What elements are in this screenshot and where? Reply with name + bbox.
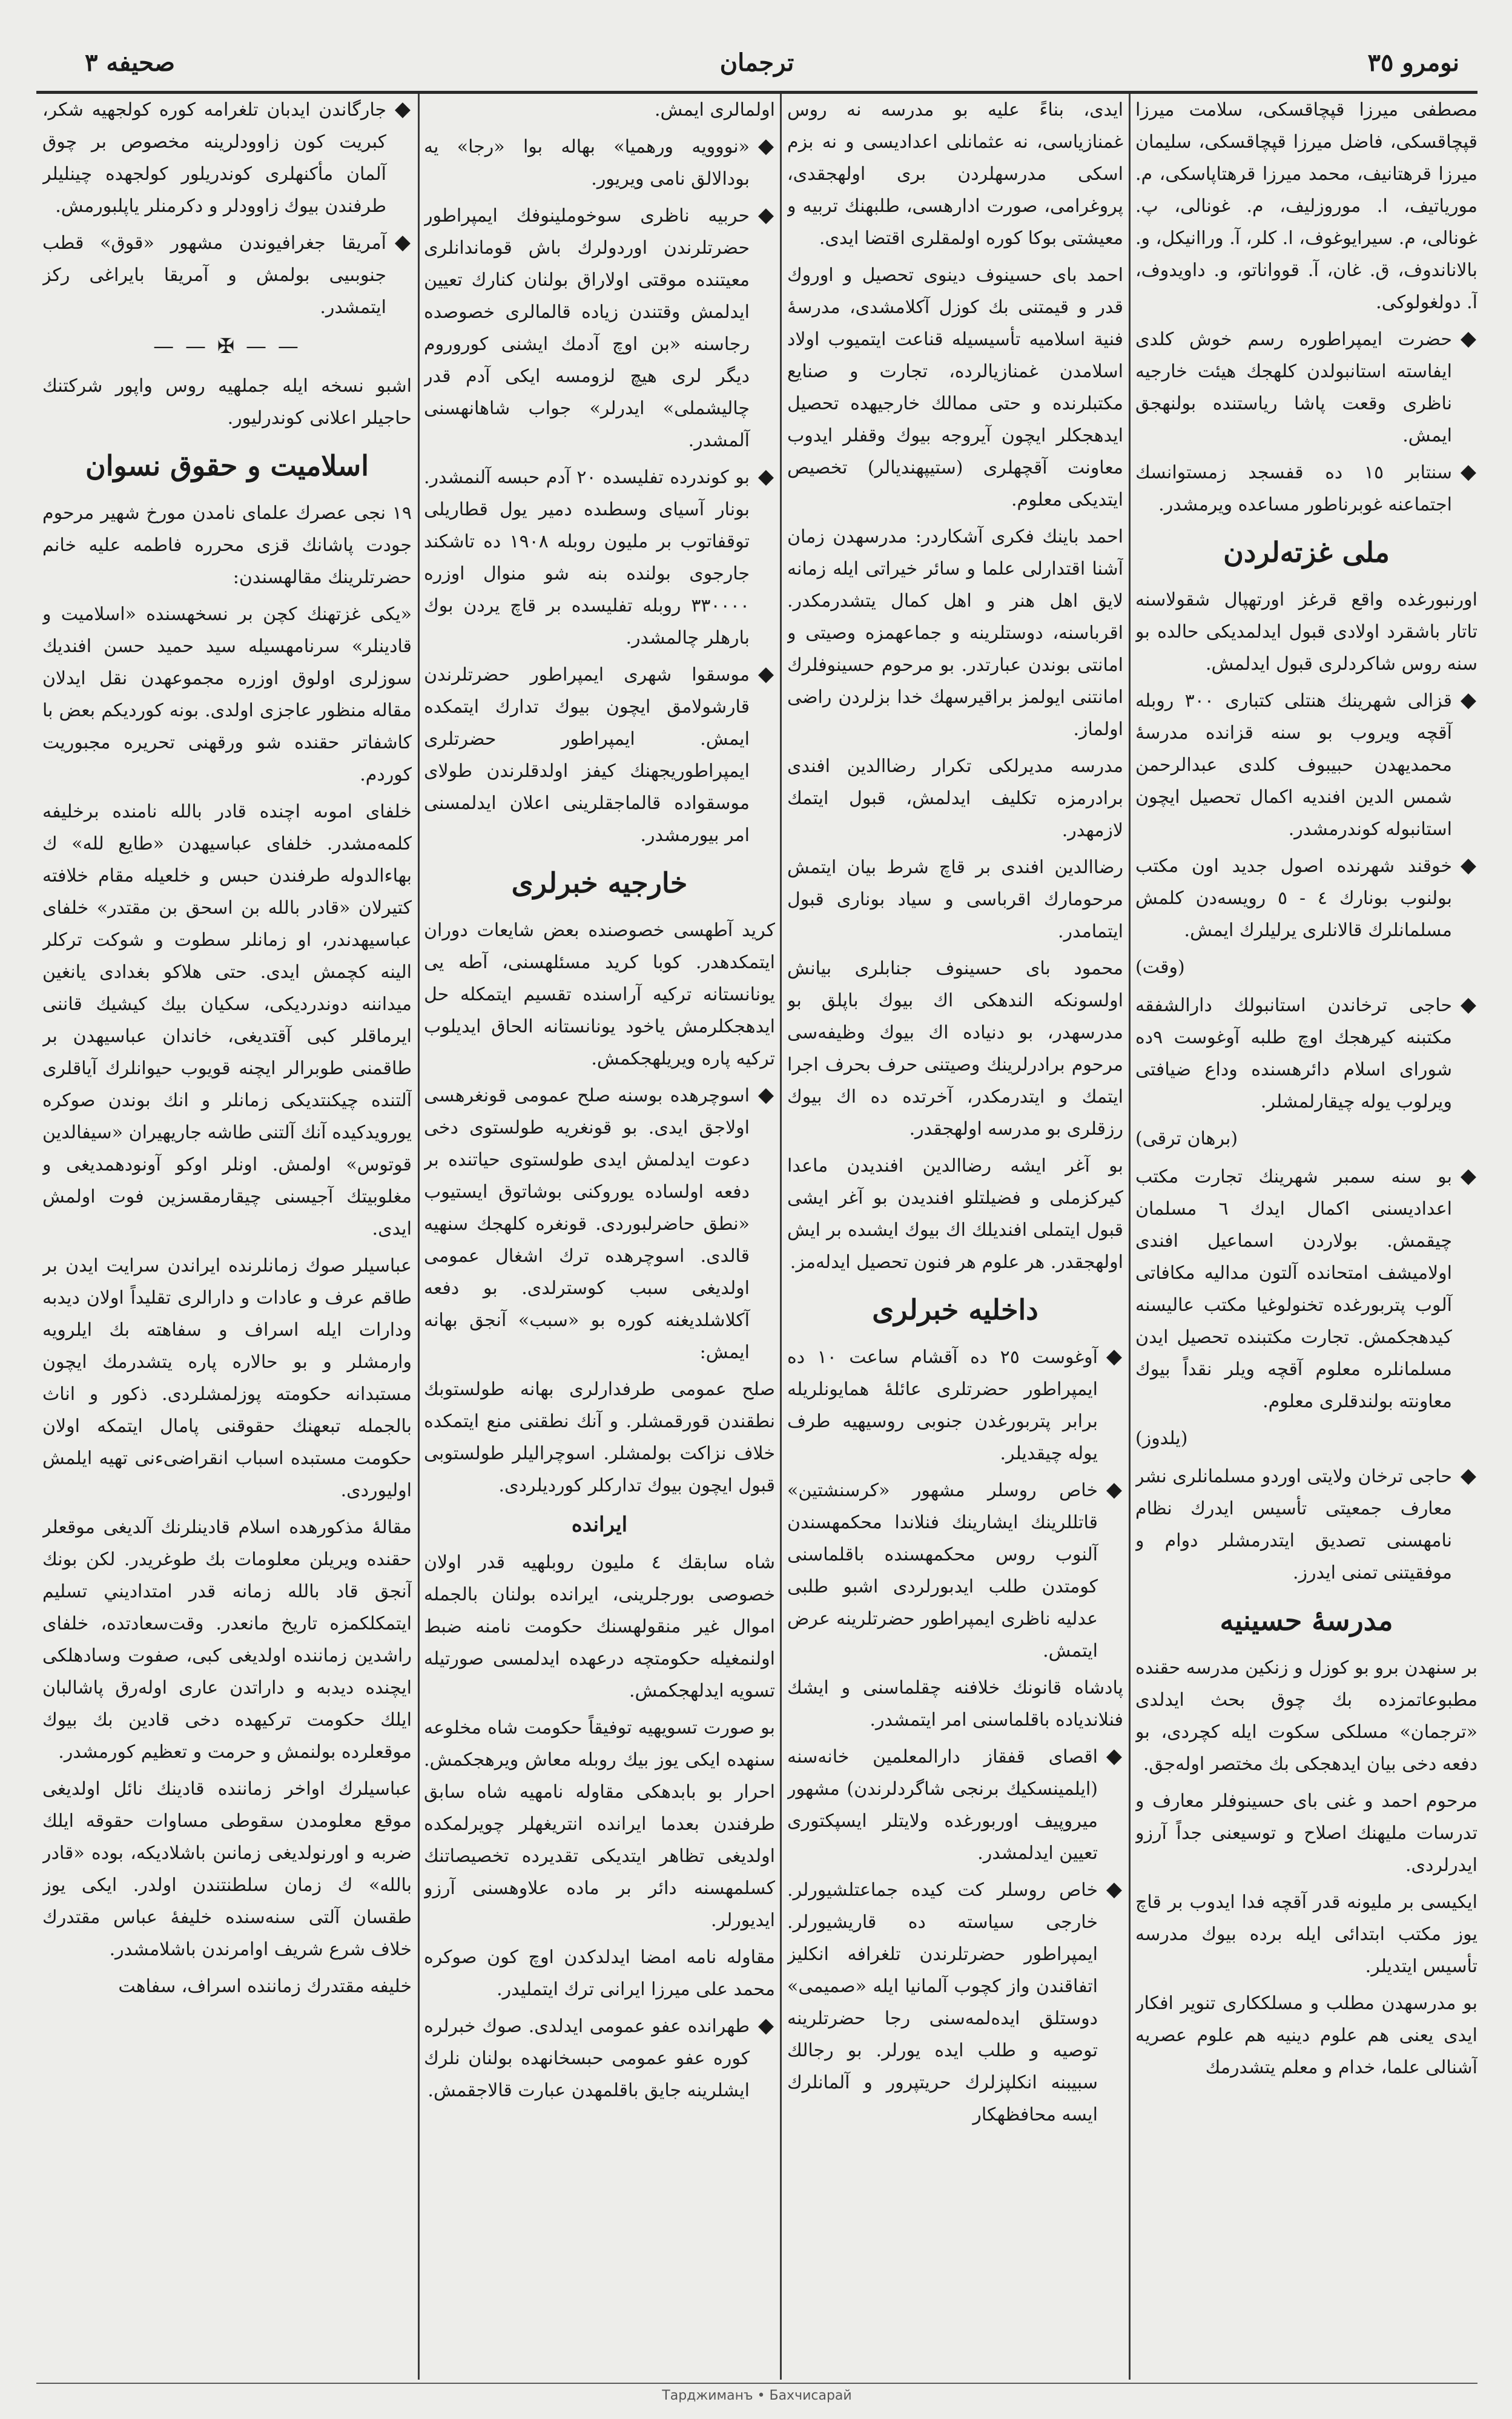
paragraph: احمد باى حسينوف دينوى تحصيل و اوروك قدر و قيمتنى بك كوزل آكلامشدى، مدرسهٔ فنية اسلاميه تأسيسيله قناعت ايتميوب اولاد اسلامدن غمنازيالرده، تجارت و صنايع مكتبلرنده و حتى ممالك خارجيهده تحصيل ايدهجكلر ايچون آيروجه بيوك وقفلر ايدوب معاونت آقچهلرى (ستيپهنديالر) تخصيص ايتديكى معلوم. — [787, 265, 1123, 510]
news-text: حاجى ترخان ولايتى اوردو مسلمانلرى نشر معارف جمعيتى تأسيس ايدرك نظام نامهسنى تصديق ايتدرمشلر دوام و موفقيتنى تمنى ايدرز. — [1135, 1466, 1452, 1583]
paragraph: محمود باى حسينوف جنابلرى بيانش اولسونكه الندهكى اك بيوك باپلق بو مدرسهدر، بو دنيادە اك بيوك وظيفەسى مرحوم برادرلرينك وصيتنى حرف بحرف اجرا ايتمك و ايتدرمكدر، آخرتده ده اك بيوك رزقلرى بو مدرسه اولهجقدر. — [787, 958, 1123, 1140]
paragraph: پادشاه قانونك خلافنه چقلماسنى و ايشك فنلاندياده باقلماسنى امر ايتمشدر. — [787, 1677, 1123, 1731]
news-text: خاص روسلر مشهور «كرسنشتين» قاتللرينك ايشارينك فنلاندا محكمهسندن آلنوب روس محكمهسنده باقلماسنى كومتدن طلب ايدبورلردى اشبو طلبى عدليه ناظرى ايمپراطور حضرتلرينه عرض ايتمش. — [787, 1480, 1098, 1662]
news-item — [424, 2010, 775, 2107]
newspaper-title: ترجمان — [719, 48, 794, 77]
diamond-bullet-icon: ◆ — [394, 230, 411, 254]
news-item — [424, 200, 775, 457]
diamond-bullet-icon: ◆ — [1460, 992, 1477, 1017]
news-text: جارگاندن ايدبان تلغرامه كوره كولجهيه شكر، كبريت كون زاوودلرينه مخصوص بر چوق آلمان مأكنهلرى كوندريلور كولجهده چينليلر طرفندن بيوك زاوودلر و دكرمنلر ياپلبورمش. — [42, 99, 386, 217]
news-item — [787, 1741, 1123, 1869]
paragraph: اولمالرى ايمش. — [655, 99, 775, 120]
section-heading: مدرسهٔ حسينيه — [1220, 1604, 1393, 1637]
paragraph: صلح عمومى طرفدارلرى بهانه طولستوبك نطقندن قورقمشلر. و آنك نطقنى منع ايتمكده خلاف نزاكت بولمشلر. اسوچراليلر طولستوبى قبول ايچون بيوك تداركلر كورديلردى. — [424, 1379, 775, 1496]
paragraph: مقالهٔ مذكورهده اسلام قادينلرنك آلديغى موقعلر حقنده ويريلن معلومات بك طوغريدر. لكن بونك آنجق قاد بالله زمانه قدر امتداديني تسليم ايتمكلكمزه تاريخ مانعدر. وقت‌سعادتده، خلفاى راشدين زماننده اولديغى كبى، صفوت وسادهلكى ايچنده ديدبه و داراتدن عارى اوله‌رق پاشالبان ايلك حكومت تركيهده دخى قادين بك بيوك موقعلرده بولنمش و حرمت و تعظيم كورمشدر. — [42, 1517, 412, 1763]
paragraph: بو صورت تسويهيه توفيقاً حكومت شاه مخلوعه سنهده ايكى يوز بيك روبله معاش ويرهجكمش. احرار بو بابدهكى مقاوله نامهيه شاه سابق طرفندن بعدما ايرانده انتريغهلر چويرلمكده اولديغى تظاهر ايتديكى تقديرده تخصيصاتنك كسلمهسنه دائر بر ماده علاوهسنى آرزو ايديورلر. — [424, 1717, 775, 1931]
news-item — [1135, 989, 1477, 1118]
subheading: ايرانده — [571, 1513, 628, 1537]
paragraph: خليفه مقتدرك زماننده اسراف، سفاهت — [118, 1976, 412, 1997]
news-text: حاجى ترخاندن استانبولك دارالشفقه مكتبنه كيرهجك اوچ طلبه آوغوست ٩ده شوراى اسلام دائرهسنده وداع ضيافتى ويرلوب يوله چيقارلمشلر. — [1135, 995, 1452, 1112]
section-heading: ملى غزتەلردن — [1223, 536, 1390, 569]
diamond-bullet-icon: ◆ — [758, 2013, 774, 2038]
diamond-bullet-icon: ◆ — [1460, 853, 1477, 877]
paragraph: مصطفى ميرزا قپچاقسكى، سلامت ميرزا قپچاقسكى، فاضل ميرزا قپچاقسكى، سليمان ميرزا قرهتانيف، محمد ميرزا قرهتاپاسكى، م. مورياتيف، ا. موروزليف، م. غونالى، پ. غونالى، م. سيرايوغوف، ا. كلر، آ. وراانيكل، و. بالاناندوف، ق. غان، آ. قوواناتو، و. داويدوف، آ. دولغولوكى. — [1135, 99, 1477, 313]
news-text: «نووويه ورهميا» بهاله بوا «رجا» يه بودالالق نامى ويريور. — [424, 136, 750, 190]
section-heading: اسلاميت و حقوق نسوان — [85, 449, 369, 482]
diamond-bullet-icon: ◆ — [1460, 1464, 1477, 1488]
diamond-bullet-icon: ◆ — [1460, 460, 1477, 484]
column-divider — [780, 94, 782, 2380]
paragraph: اورنبورغده واقع قرغز اورتهپال شقولاسنه تاتار باشقرد اولادى قبول ايدلمديكى حالده بو سنه روس شاكردلرى قبول ايدلمش. — [1135, 589, 1477, 675]
footer-imprint: Тарджиманъ • Бахчисарай — [36, 2383, 1477, 2408]
diamond-bullet-icon: ◆ — [758, 134, 774, 158]
diamond-bullet-icon: ◆ — [1106, 1477, 1123, 1502]
column-1 — [1135, 94, 1477, 2380]
diamond-bullet-icon: ◆ — [758, 203, 774, 227]
news-item — [424, 659, 775, 851]
news-text: سنتابر ١٥ ده قفسجد زمستوانسك اجتماعنه غوبرناطور مساعده ويرمشدر. — [1135, 462, 1452, 515]
news-text: اقصاى قفقاز دارالمعلمين خانەسنه (ايلمينسكيك برنجى شاگردلرندن) مشهور ميروپيف اوربورغده ولايتلر ايسپكتورى تعيين ايدلمشدر. — [787, 1746, 1098, 1864]
column-4 — [42, 94, 412, 2380]
news-item — [424, 1080, 775, 1368]
news-item — [1135, 1460, 1477, 1589]
news-item — [42, 227, 412, 323]
diamond-bullet-icon: ◆ — [1106, 1344, 1123, 1368]
news-item — [1135, 1161, 1477, 1417]
diamond-bullet-icon: ◆ — [394, 97, 411, 121]
news-text: آمريقا جغرافيوندن مشهور «قوق» قطب جنوبىيى بولمش و آمريقا بايراغى ركز ايتمشدر. — [42, 233, 386, 318]
news-text: حضرت ايمپراطوره رسم خوش كلدى ايفاسته استانبولدن كلهجك هيئت خارجيه ناظرى وقعت پاشا رياستنده بولنهجق ايمش. — [1135, 329, 1452, 446]
diamond-bullet-icon: ◆ — [1460, 1164, 1477, 1188]
paragraph: كريد آطهسى خصوصنده بعض شايعات دوران ايتمكدهدر. كوبا كريد مسئلهسنى، آطه يى يونانستانه تركيه آراسنده تقسيم ايتمكله حل ايدهجكلرمش ياخود يونانستانه الحاق ايديلوب تركيه پاره ويريلهجكمش. — [424, 920, 775, 1069]
diamond-bullet-icon: ◆ — [1106, 1877, 1123, 1901]
news-item — [1135, 685, 1477, 845]
news-item — [1135, 850, 1477, 946]
news-text: آوغوست ٢٥ ده آقشام ساعت ١٠ ده ايمپراطور حضرتلرى عائلهٔ همايونلريله برابر پتربورغدن جنوبى روسيهيه طرف يوله چيقديلر. — [787, 1347, 1098, 1464]
diamond-bullet-icon: ◆ — [758, 662, 774, 686]
diamond-bullet-icon: ◆ — [1460, 326, 1477, 351]
diamond-bullet-icon: ◆ — [758, 464, 774, 489]
news-item — [787, 1874, 1123, 2131]
issue-number: نومرو ٣٥ — [1367, 48, 1459, 77]
news-text: حربيه ناظرى سوخوملينوفك ايمپراطور حضرتلرندن اوردولرك باش قوماندانلرى معيتنده موقتى اولاراق بولنان كنارك تعيين ايدلمش وقتندن زياده قالمالرى خصوصده رجاسنه «بن اوچ آدمك ايشنى كوروروم ديگر لرى هيچ لزومسه ايكى آدم قدر چاليشملى» ايدرلر» جواب شاهانهسنى آلمشدر. — [424, 205, 750, 451]
section-heading: خارجيه خبرلرى — [511, 866, 688, 899]
paragraph: «يكى غزتهنك كچن بر نسخهسنده «اسلاميت و قادينلر» سرنامهسيله سيد حميد حسن افنديك سوزلرى اولوق اوزره مجموعهدن نقل ايدلان مقاله منظور عاجزى اولدى. بونه كورديكم بعض با كاشفاتر حقنده شو ورقهنى تحريره مجبوريت كوردم. — [42, 604, 412, 785]
paragraph: عباسيلر صوك زمانلرنده ايراندن سرايت ايدن بر طاقم عرف و عادات و دارالرى تقليداً اولان ديدبه ودارات ايله اسراف و سفاهته بك ايلرويه وارمشلر و بو حالاره پاره يتشدرمك ايچون مستبدانه حكومته پوزلمشلردى. ذكور و اناث بالجمله تبعهنك حقوقنى پامال ايتمكه اولان حكومت مستبده اسباب انقراضىءنى تهيه ايلمش اوليوردى. — [42, 1255, 412, 1501]
source-citation: (وقت) — [1135, 957, 1185, 978]
paragraph: اشبو نسخه ايله جملهيه روس واپور شركتنك حاجيلر اعلانى كوندرليور. — [42, 375, 412, 429]
news-text: قزالى شهرينك هنتلى كتبارى ٣٠٠ روبله آقچه ويروب بو سنه قزانده مدرسهٔ محمديهدن حبيبوف كلدى عبدالرحمن شمس الدين افنديه اكمال تحصيل ايچون استانبوله كوندرمشدر. — [1135, 690, 1452, 840]
diamond-bullet-icon: ◆ — [1460, 688, 1477, 712]
column-2 — [787, 94, 1123, 2380]
paragraph: رضاالدين افندى بر قاچ شرط بيان ايتمش مرحومارك اقرباسى و سياد بونارى قبول ايتمامدر. — [787, 857, 1123, 942]
paragraph: شاه سابقك ٤ مليون روبلهيه قدر اولان خصوصى بورجلرينى، ايرانده بولنان بالجمله اموال غير منقولهسنك حكومت نامنه ضبط اولنمغيله حكومتچه درعهده ايدلمسى صورتيله تسويه ايدلهجكمش. — [424, 1552, 775, 1701]
news-item — [787, 1341, 1123, 1470]
paragraph: بو آغر ايشه رضاالدين افنديدن ماعدا كيركزملى و فضيلتلو افنديدن بو آغر ايشى قبول ايتملى افنديلك اك بيوك ايشىده بر ايش اولهجقدر. هر علوم هر فنون تحصيل ايدلەمز. — [787, 1155, 1123, 1273]
news-item — [787, 1474, 1123, 1667]
paragraph: ايدى، بناءً عليه بو مدرسه نه روس غمنازياسى، نه عثمانلى اعداديسى و نه بزم اسكى مدرسهلردن برى اولهجقدى، پروغرامى، صورت ادارهسى، طلبهنك تربيه و معيشتى بوكا كوره اولمقلرى اقتضا ايدى. — [787, 99, 1123, 249]
section-heading: داخليه خبرلرى — [872, 1293, 1038, 1326]
news-text: طهرانده عفو عمومى ايدلدى. صوك خبرلره كوره عفو عمومى حبسخانهده بولنان نلرك ايشلرينه جايق باقلمهدن عبارت قالاجقمش. — [424, 2016, 750, 2101]
paragraph: بر سنهدن برو بو كوزل و زنكين مدرسه حقنده مطبوعاتمزده بك چوق بحث ايدلدى «ترجمان» مسلكى سكوت ايله كچردى، بو دفعه دخى بيان ايدهجكى بك مختصر اوله‌جق. — [1135, 1657, 1477, 1775]
news-text: موسقوا شهرى ايمپراطور حضرتلرندن قارشولامق ايچون بيوك تدارك ايتمكده ايمش. ايمپراطور حضرتلرى ايمپراطوريجهنك كيفز اولدقلرندن طولاى موسقواده قالماجقلرينى اعلان ايدلمسنى امر بيورمشدر. — [424, 664, 750, 846]
masthead — [36, 42, 1477, 94]
diamond-bullet-icon: ◆ — [758, 1083, 774, 1107]
news-item — [1135, 457, 1477, 521]
source-citation: (برهان ترقى) — [1135, 1128, 1238, 1149]
paragraph: بو مدرسهدن مطلب و مسلككارى تنوير افكار ايدى يعنى هم علوم دينيه هم علوم عصريه آشنالى علما، خدام و معلم يتشدرمك — [1135, 1993, 1477, 2078]
diamond-bullet-icon: ◆ — [1106, 1744, 1123, 1768]
news-item — [1135, 323, 1477, 452]
column-3 — [424, 94, 775, 2380]
news-text: خوقند شهرنده اصول جديد اون مكتب بولنوب بونارك ٤ - ٥ رويسەدن كلمش مسلمانلرك قالانلرى يرليلرك ايمش. — [1135, 856, 1452, 941]
paragraph: احمد باينك فكرى آشكاردر: مدرسهدن زمان آشنا اقتدارلى علما و سائر خيراتى ايله زمانه لايق اهل هنر و اهل كمال يتشدرمكدر. اقرباسنه، دوستلرينه و جماعهمزه وصيتى و امانتى بوندن عبارتدر. بو مرحوم حسينوفلرك امانتنى ايولمز براقيرسهك خدا بزلردن راضى اولماز. — [787, 526, 1123, 740]
news-item — [424, 131, 775, 195]
news-item — [42, 94, 412, 222]
news-text: بو كوندرده تفليسده ٢٠ آدم حبسه آلنمشدر. بونار آسياى وسطىده دمير يول قطاريلى توقفاتوب بر مليون روبله ١٩٠٨ ده تاشكند جارجوى بولنده بنه شو منوال اوزره ٣٣٠٠٠٠ روبله تفليسده بر قاچ يردن بوك بارهلر چالمشدر. — [424, 467, 750, 648]
paragraph: ايكيسى بر مليونه قدر آقچه فدا ايدوب بر قاچ يوز مكتب ابتدائى ايله برده بيوك مدرسه تأسيس ايتديلر. — [1135, 1892, 1477, 1977]
paragraph: عباسيلرك اواخر زماننده قادينك نائل اولديغى موقع معلومدن سقوطى مساوات حقوقه ايلك ضربه و اورنولديغى زمانىن باشلاديكه، بوده «قادر بالله» ك زمان سلطنتندن اولدر. ايكى يوز طقسان آلتى سنه‌سنده خليفهٔ عباس مقتدرك خلاف شرع شريف اوامرندن باشلامشدر. — [42, 1778, 412, 1960]
news-text: اسوچرهده بوسنه صلح عمومى قونغرهسى اولاجق ايدى. بو قونغريه طولستوى دخى دعوت ايدلمش ايدى طولستوى حياتنده بر دفعه اولساده يوروكنى بوشاتوق ايستيوب «نطق حاضرلبوردى. قونغره كلهجك سنهيه قالدى. اسوچرهده ترك اشغال عمومى اولديغى سبب كوسترلدى. بو دفعه آكلاشلديغنه كوره بو «سبب» آنجق بهانه ايمش: — [424, 1085, 750, 1363]
paragraph: مقاوله نامه امضا ايدلدكدن اوچ كون صوكره محمد على ميرزا ايرانى ترك ايتمليدر. — [424, 1947, 775, 2000]
page-number: صحيفه ٣ — [85, 48, 175, 77]
source-citation: (يلدوز) — [1135, 1428, 1188, 1449]
column-divider — [418, 94, 420, 2380]
news-text: خاص روسلر كت كيده جماعتلشيورلر. خارجى سياسته ده قاريشيورلر. ايمپراطور حضرتلرندن تلغرافه انكليز اتفاقندن واز كچوب آلمانيا ايله «صميمى» دوستلق ايده‌لمەسنى رجا حضرتلرينه توصيه و طلب ايده يورلر. بو رجالك سبيبنه انكلپزلرك حريتپرور و آلمانلرك ايسه محافظهكار — [787, 1879, 1098, 2125]
ornamental-separator: — — ✠ — — — [153, 334, 301, 358]
paragraph: مدرسه مديرلكى تكرار رضاالدين افندى برادرمزه تكليف ايدلمش، قبول ايتمك لازمهدر. — [787, 756, 1123, 841]
news-item — [424, 461, 775, 654]
paragraph: ١٩ نجى عصرك علماى نامدن مورخ شهير مرحوم جودت پاشانك قزى محرره فاطمه عليه خانم حضرتلرينك مقالهسندن: — [42, 503, 412, 588]
news-text: بو سنه سمبر شهرينك تجارت مكتب اعداديسنى اكمال ايدك ٦ مسلمان چيقمش. بولاردن اسماعيل افندى اولاميشف امتحانده آلتون مداليه مكافاتى آلوب پتربورغده تخنولوغيا مكتب عاليسنه كيدهجكمش. تجارت مكتبنده تحصيل ايدن مسلمانلره معلوم آقچه ويلر نقداً بيوك معاونته بولندقلرى معلوم. — [1135, 1166, 1452, 1412]
paragraph: خلفاى اموىه اچنده قادر بالله نامنده برخليفه كلمەمشدر. خلفاى عباسيهدن «طايع لله» ك بهاءالدولە طرفندن حبس و خلعيله مقام خلافته كتيرلان «قادر بالله بن اسحق بن مقتدر» خلفاى عباسيهدندر، او زمانلر سطوت و شوكت تركلر الينه كچمش ايدى. حتى هلاكو بغدادى يانغين ميداننه دوندرديكى، سكيان بيك كيشيك قاننى ايرماقلر كبى آقتديغى، خاندان عباسيهدن بر طاقمنى طوبرالر ايچنه قويوب حيوانلرك آياقلرى آلتنده چيكنتديكى زمانلر و انك بوندن صوكره يورويدكيده آنك آلتنى طاشه جاريهيران «سيفالدين قوتوس» اولمش. اونلر اوكو آونودهمديغى و مغلوبيتك آجيسنى چيقارمقسزين فوت اولمش ايدى. — [42, 801, 412, 1239]
column-divider — [1129, 94, 1131, 2380]
paragraph: مرحوم احمد و غنى باى حسينوفلر معارف و تدرسات مليهنك اصلاح و توسيعنى جداً آرزو ايدرلردى. — [1135, 1790, 1477, 1876]
